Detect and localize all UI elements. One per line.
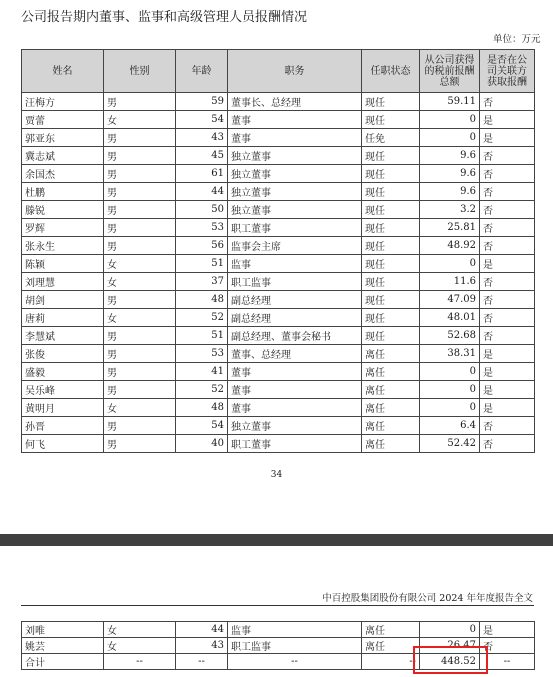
table-cell: 40 — [176, 435, 228, 453]
table-cell: 男 — [104, 201, 176, 219]
table-cell: 现任 — [362, 291, 420, 309]
report-header: 中百控股集团股份有限公司 2024 年年度报告全文 — [322, 593, 533, 604]
table-cell: 否 — [480, 165, 535, 183]
table-cell: -- — [176, 654, 228, 670]
table-row — [22, 129, 535, 147]
table-cell: 是 — [480, 622, 535, 638]
table-cell: 否 — [480, 219, 535, 237]
table-cell: 离任 — [362, 638, 420, 654]
table-cell: 现任 — [362, 147, 420, 165]
table-cell: 姚芸 — [22, 638, 104, 654]
table-cell: -- — [228, 654, 362, 670]
table-cell: 是 — [480, 399, 535, 417]
table-cell: 杜鹏 — [22, 183, 104, 201]
table-cell: 25.81 — [420, 219, 480, 237]
table-cell: 否 — [480, 291, 535, 309]
table-cell: 滕锐 — [22, 201, 104, 219]
table-cell: 女 — [104, 638, 176, 654]
table-cell: 现任 — [362, 183, 420, 201]
table-cell: 男 — [104, 237, 176, 255]
table-cell: 独立董事 — [228, 147, 362, 165]
table-cell: 离任 — [362, 345, 420, 363]
table-cell: 否 — [480, 417, 535, 435]
table-row — [22, 183, 535, 201]
table-cell: 男 — [104, 417, 176, 435]
table-cell: 52 — [176, 309, 228, 327]
table-cell: 董事 — [228, 399, 362, 417]
page-break-bar — [0, 534, 553, 546]
table-row — [22, 291, 535, 309]
table-cell: 男 — [104, 129, 176, 147]
table-cell: 张永生 — [22, 237, 104, 255]
table-cell: 51 — [176, 327, 228, 345]
table-cell: 47.09 — [420, 291, 480, 309]
table-cell: 48 — [176, 399, 228, 417]
table-row — [22, 309, 535, 327]
table-cell: 56 — [176, 237, 228, 255]
total-highlight-box — [413, 646, 488, 674]
table-cell: 女 — [104, 255, 176, 273]
table-cell: 监事 — [228, 255, 362, 273]
table-cell: 52 — [176, 381, 228, 399]
table-body — [22, 93, 535, 453]
header-pay: 从公司获得的税前报酬总额 — [420, 50, 480, 93]
table-cell: 是 — [480, 363, 535, 381]
table-cell: 否 — [480, 435, 535, 453]
table-cell: 董事长、总经理 — [228, 93, 362, 111]
table-cell: 李慧斌 — [22, 327, 104, 345]
table-cell: 职工董事 — [228, 435, 362, 453]
table-cell: 男 — [104, 381, 176, 399]
table-cell: 否 — [480, 638, 535, 654]
table-cell: 女 — [104, 622, 176, 638]
table-row — [22, 622, 535, 638]
table-row — [22, 381, 535, 399]
table-row — [22, 273, 535, 291]
table-cell: 26.47 — [420, 638, 480, 654]
table-cell: 11.6 — [420, 273, 480, 291]
table-cell: 罗辉 — [22, 219, 104, 237]
table-row — [22, 435, 535, 453]
table-cell: 女 — [104, 309, 176, 327]
table-cell: 何飞 — [22, 435, 104, 453]
table-row — [22, 147, 535, 165]
table-cell: 陈颖 — [22, 255, 104, 273]
table-cell: 52.68 — [420, 327, 480, 345]
table-cell: 否 — [480, 201, 535, 219]
table-cell: 汪梅方 — [22, 93, 104, 111]
table-cell: 43 — [176, 129, 228, 147]
table-cell: 离任 — [362, 417, 420, 435]
table-cell: 张俊 — [22, 345, 104, 363]
table-cell: 48.01 — [420, 309, 480, 327]
table-cell: 现任 — [362, 327, 420, 345]
table-cell: 45 — [176, 147, 228, 165]
table-cell: -- — [480, 654, 535, 670]
table-cell: 59.11 — [420, 93, 480, 111]
table-cell: 董事 — [228, 363, 362, 381]
table-row — [22, 417, 535, 435]
table-cell: 现任 — [362, 255, 420, 273]
table-cell: 离任 — [362, 363, 420, 381]
table-cell: 独立董事 — [228, 183, 362, 201]
table-cell: 0 — [420, 381, 480, 399]
table-cell: 离任 — [362, 435, 420, 453]
table-cell: 唐莉 — [22, 309, 104, 327]
table-cell: 任免 — [362, 129, 420, 147]
table-cell: 男 — [104, 147, 176, 165]
table-cell: -- — [362, 654, 420, 670]
table-cell: 黄明月 — [22, 399, 104, 417]
table-cell: 是 — [480, 111, 535, 129]
table-cell: 男 — [104, 363, 176, 381]
table-cell: 43 — [176, 638, 228, 654]
header-position: 职务 — [228, 50, 362, 93]
table-cell: 刘理慧 — [22, 273, 104, 291]
table-cell: 是 — [480, 381, 535, 399]
header-status: 任职状态 — [362, 50, 420, 93]
header-rule — [21, 605, 534, 606]
table-cell: 现任 — [362, 201, 420, 219]
table-cell: 53 — [176, 219, 228, 237]
header-age: 年龄 — [176, 50, 228, 93]
table-cell: 50 — [176, 201, 228, 219]
table-cell: 吴乐峰 — [22, 381, 104, 399]
table-cell: 余国杰 — [22, 165, 104, 183]
table-cell: 男 — [104, 435, 176, 453]
table-cell: 离任 — [362, 622, 420, 638]
table-cell: 董事 — [228, 381, 362, 399]
table-cell: 54 — [176, 111, 228, 129]
table-cell: 38.31 — [420, 345, 480, 363]
header-name: 姓名 — [22, 50, 104, 93]
table-cell: 合计 — [22, 654, 104, 670]
table-cell: 9.6 — [420, 147, 480, 165]
table-cell: 男 — [104, 93, 176, 111]
table-cell: 离任 — [362, 399, 420, 417]
table-cell: 37 — [176, 273, 228, 291]
table-cell: 胡剑 — [22, 291, 104, 309]
table-cell: 独立董事 — [228, 417, 362, 435]
table-cell: 职工监事 — [228, 273, 362, 291]
table-cell: 否 — [480, 237, 535, 255]
table-cell: 男 — [104, 291, 176, 309]
table-cell: 现任 — [362, 165, 420, 183]
table-cell: 3.2 — [420, 201, 480, 219]
table-cell: 男 — [104, 165, 176, 183]
table-row — [22, 237, 535, 255]
table-cell: 副总经理 — [228, 291, 362, 309]
table-cell: 离任 — [362, 381, 420, 399]
table-cell: 冀志斌 — [22, 147, 104, 165]
table-cell: 54 — [176, 417, 228, 435]
table-cell: 否 — [480, 327, 535, 345]
table-cell: 9.6 — [420, 165, 480, 183]
table-cell: 否 — [480, 309, 535, 327]
table-cell: 0 — [420, 399, 480, 417]
compensation-table — [21, 49, 535, 453]
table-cell: 男 — [104, 327, 176, 345]
table-cell: 9.6 — [420, 183, 480, 201]
page-break-gap — [0, 546, 553, 590]
table-cell: 59 — [176, 93, 228, 111]
table-cell: 0 — [420, 111, 480, 129]
table-cell: 董事 — [228, 129, 362, 147]
table-cell: 是 — [480, 345, 535, 363]
header-gender: 性别 — [104, 50, 176, 93]
table-cell: 监事会主席 — [228, 237, 362, 255]
table-cell: 否 — [480, 147, 535, 165]
table-cell: 48 — [176, 291, 228, 309]
table-row — [22, 255, 535, 273]
table-row — [22, 111, 535, 129]
table-cell: 独立董事 — [228, 201, 362, 219]
table-cell: 是 — [480, 129, 535, 147]
table-cell: 女 — [104, 111, 176, 129]
table-cell: 44 — [176, 622, 228, 638]
table-cell: 6.4 — [420, 417, 480, 435]
table-cell: 男 — [104, 219, 176, 237]
table-cell: 否 — [480, 183, 535, 201]
table-cell: 职工董事 — [228, 219, 362, 237]
table-row — [22, 201, 535, 219]
table-cell: 0 — [420, 363, 480, 381]
unit-label: 单位：万元 — [493, 34, 541, 45]
table-row — [22, 363, 535, 381]
header-related-pay: 是否在公司关联方获取报酬 — [480, 50, 535, 93]
table-cell: 郭亚东 — [22, 129, 104, 147]
table-cell: 448.52 — [420, 654, 480, 670]
table-cell: 48.92 — [420, 237, 480, 255]
table-cell: 52.42 — [420, 435, 480, 453]
table-cell: 现任 — [362, 219, 420, 237]
table-cell: 独立董事 — [228, 165, 362, 183]
table-cell: 61 — [176, 165, 228, 183]
table-cell: 41 — [176, 363, 228, 381]
section-title: 公司报告期内董事、监事和高级管理人员报酬情况 — [21, 10, 308, 25]
table-cell: 否 — [480, 93, 535, 111]
table-cell: 副总经理、董事会秘书 — [228, 327, 362, 345]
table-cell: 现任 — [362, 309, 420, 327]
table-row — [22, 219, 535, 237]
table-row — [22, 93, 535, 111]
table-row — [22, 165, 535, 183]
table-cell: 51 — [176, 255, 228, 273]
table-cell: 盛毅 — [22, 363, 104, 381]
table-cell: 贾蕾 — [22, 111, 104, 129]
table-row — [22, 399, 535, 417]
table-cell: 董事、总经理 — [228, 345, 362, 363]
table-cell: 现任 — [362, 111, 420, 129]
table-cell: 否 — [480, 273, 535, 291]
table-cell: -- — [104, 654, 176, 670]
table-row — [22, 345, 535, 363]
table-cell: 现任 — [362, 273, 420, 291]
table-cell: 现任 — [362, 93, 420, 111]
table-cell: 董事 — [228, 111, 362, 129]
table-cell: 0 — [420, 129, 480, 147]
table-cell: 男 — [104, 345, 176, 363]
page-number: 34 — [270, 470, 283, 480]
table-cell: 53 — [176, 345, 228, 363]
table-cell: 监事 — [228, 622, 362, 638]
table-cell: 职工监事 — [228, 638, 362, 654]
table-cell: 女 — [104, 273, 176, 291]
table-cell: 孙晋 — [22, 417, 104, 435]
table-cell: 是 — [480, 255, 535, 273]
table-cell: 0 — [420, 255, 480, 273]
table-cell: 现任 — [362, 237, 420, 255]
table-cell: 副总经理 — [228, 309, 362, 327]
table-row — [22, 327, 535, 345]
table-cell: 刘唯 — [22, 622, 104, 638]
table-cell: 女 — [104, 399, 176, 417]
table-cell: 0 — [420, 622, 480, 638]
table-cell: 男 — [104, 183, 176, 201]
table-cell: 44 — [176, 183, 228, 201]
